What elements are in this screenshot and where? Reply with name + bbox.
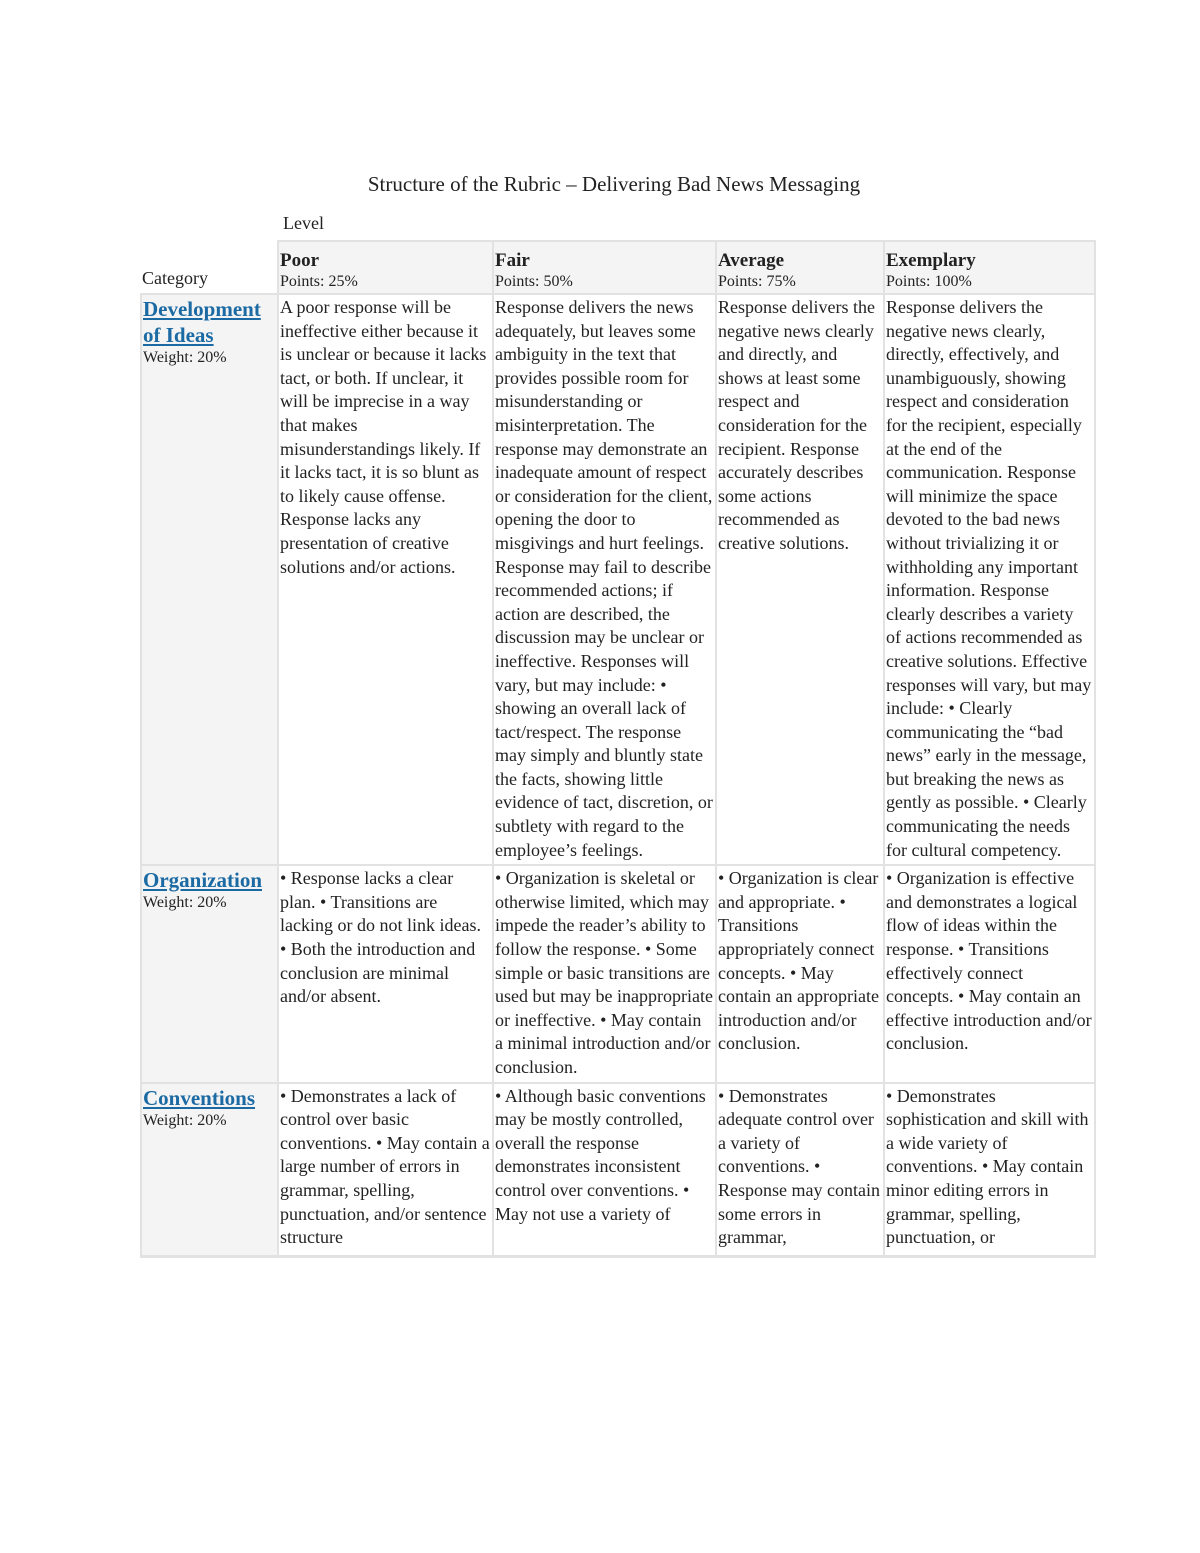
- criteria-cell-average: • Organization is clear and appropriate. • Transitions appropriately connect concepts. • May contain an appropriate introduction and/or conclusion.: [716, 865, 884, 1082]
- category-cell: [141, 294, 278, 865]
- criteria-cell-poor: • Response lacks a clear plan. • Transitions are lacking or do not link ideas. • Both the introduction and conclusion are minimal and/or absent.: [278, 865, 493, 1082]
- category-weight: Weight: 20%: [143, 349, 227, 366]
- level-name: Poor: [280, 250, 320, 271]
- criteria-cell-fair: Response delivers the news adequately, but leaves some ambiguity in the text that provides possible room for misunderstanding or misinterpretation. The response may demonstrate an inadequate amount of respect or consideration for the client, opening the door to misgivings and hurt feelings. Response may fail to describe recommended actions; if action are described, the discussion may be unclear or ineffective. Responses will vary, but may include: • showing an overall lack of tact/respect. The response may simply and bluntly state the facts, showing little evidence of tact, discretion, or subtlety with regard to the employee’s feelings.: [493, 294, 716, 865]
- level-points: Points: 100%: [886, 273, 972, 290]
- level-header-poor: [278, 241, 493, 294]
- criteria-cell-poor: [278, 1083, 493, 1257]
- rubric-table: [140, 240, 1096, 1258]
- criteria-cell-fair: • Organization is skeletal or otherwise limited, which may impede the reader’s ability to follow the response. • Some simple or basic transitions are used but may be inappropriate or ineffective. • May contain a minimal introduction and/or conclusion.: [493, 865, 716, 1082]
- level-header-average: [716, 241, 884, 294]
- criteria-cell-exemplary: • Organization is effective and demonstrates a logical flow of ideas within the response. • Transitions effectively connect concepts. • May contain an effective introduction and/or conclusion.: [884, 865, 1095, 1082]
- criteria-cell-fair: [493, 1083, 716, 1257]
- level-name: Average: [718, 250, 785, 271]
- rubric-row-conventions: [141, 1083, 1095, 1257]
- criteria-cell-average: [716, 1083, 884, 1257]
- level-points: Points: 75%: [718, 273, 796, 290]
- category-weight: Weight: 20%: [143, 894, 227, 912]
- criteria-cell-exemplary: [884, 1083, 1095, 1257]
- rubric-header-row: [141, 241, 1095, 294]
- criteria-cell-exemplary: Response delivers the negative news clearly, directly, effectively, and unambiguously, showing respect and consideration for the recipient, especially at the end of the communication. Response will minimize the space devoted to the bad news without trivializing it or withholding any important information. Response clearly describes a variety of actions recommended as creative solutions. Effective responses will vary, but may include: • Clearly communicating the “bad news” early in the message, but breaking the news as gently as possible. • Clearly communicating the needs for cultural competency.: [884, 294, 1095, 865]
- level-name: Fair: [495, 250, 530, 271]
- level-points: Points: 50%: [495, 273, 573, 290]
- level-header-fair: [493, 241, 716, 294]
- criteria-text: • Demonstrates sophistication and skill with a wide variety of conventions. • May contain minor editing errors in grammar, spelling, punctuation, or: [886, 1085, 1089, 1248]
- criteria-cell-poor: A poor response will be ineffective either because it is unclear or because it lacks tact, or both. If unclear, it will be imprecise in a way that makes misunderstandings likely. If it lacks tact, it is so blunt as to likely cause offense. Response lacks any presentation of creative solutions and/or actions.: [278, 294, 493, 865]
- level-name: Exemplary: [886, 250, 976, 271]
- page-title: Structure of the Rubric – Delivering Bad News Messaging: [367, 172, 861, 196]
- category-link-organization[interactable]: Organization: [143, 868, 262, 893]
- criteria-text: • Demonstrates a lack of control over basic conventions. • May contain a large number of errors in grammar, spelling, punctuation, and/or sentence structure: [280, 1085, 490, 1248]
- criteria-text: • Demonstrates adequate control over a variety of conventions. • Response may contain some errors in grammar,: [718, 1085, 880, 1248]
- category-link-development-of-ideas[interactable]: Development of Ideas: [143, 297, 261, 347]
- criteria-cell-average: Response delivers the negative news clearly and directly, and shows at least some respect and consideration for the recipient. Response accurately describes some actions recommended as creative solutions.: [716, 294, 884, 865]
- category-weight: Weight: 20%: [143, 1111, 227, 1129]
- level-label: Level: [283, 213, 324, 233]
- category-label: Category: [142, 268, 208, 289]
- level-header-exemplary: [884, 241, 1095, 294]
- category-cell: [141, 1083, 278, 1257]
- category-link-conventions[interactable]: Conventions: [143, 1085, 256, 1110]
- rubric-row-development-of-ideas: [141, 294, 1095, 865]
- category-header: [141, 241, 278, 294]
- category-cell: [141, 865, 278, 1082]
- level-points: Points: 25%: [280, 273, 358, 290]
- rubric-row-organization: [141, 865, 1095, 1082]
- criteria-text: • Although basic conventions may be mostly controlled, overall the response demonstrates inconsistent control over conventions. • May not use a variety of: [495, 1085, 706, 1224]
